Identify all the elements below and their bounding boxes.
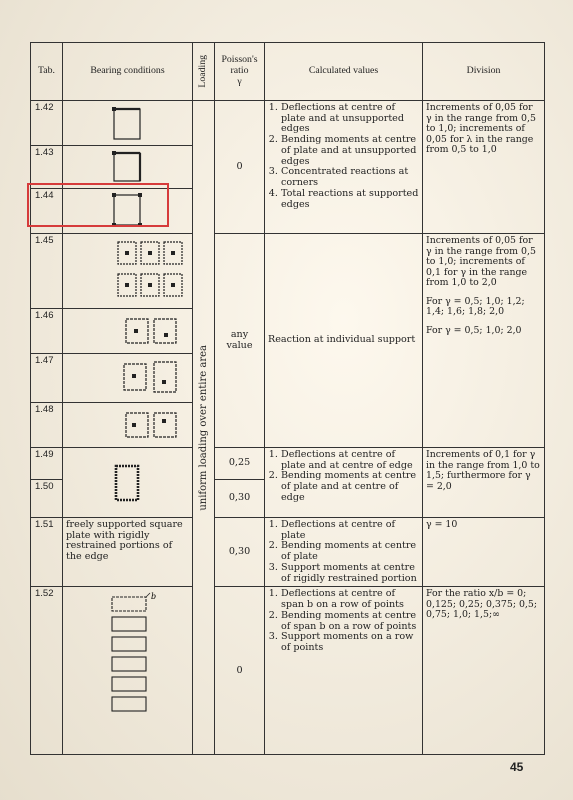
calc-group3: 1. Deflections at centre of plate and at centre of edge 2. Bending moments at centre of plate and at centre of edge bbox=[265, 448, 423, 518]
header-bearing: Bearing conditions bbox=[63, 43, 193, 101]
figure-1-42 bbox=[63, 101, 193, 146]
row-number: 1.49 bbox=[31, 448, 63, 480]
highlight-box-1-44 bbox=[27, 183, 169, 227]
row-number: 1.51 bbox=[31, 518, 63, 587]
row-number: 1.42 bbox=[31, 101, 63, 146]
header-loading: Loading bbox=[193, 43, 215, 101]
figure-1-49 bbox=[63, 448, 193, 518]
poisson-group2: any value bbox=[215, 234, 265, 448]
header-division: Division bbox=[423, 43, 545, 101]
table-row bbox=[31, 101, 545, 146]
row-number: 1.52 bbox=[31, 587, 63, 755]
plate-table bbox=[30, 42, 545, 755]
division-group1: Increments of 0,05 for γ in the range from 0,5 to 1,0; increments of 0,05 for λ in the range from 0,5 to 1,0 bbox=[423, 101, 545, 234]
header-poisson: Poisson's ratio γ bbox=[215, 43, 265, 101]
calc-group4: 1. Deflections at centre of plate 2. Bending moments at centre of plate 3. Support moments at centre of rigidly restrained portion bbox=[265, 518, 423, 587]
row-number: 1.45 bbox=[31, 234, 63, 309]
page-number: 45 bbox=[510, 760, 524, 774]
calc-group5: 1. Deflections at centre of span b on a row of points 2. Bending moments at centre of span b on a row of points 3. Support moments on a row of points bbox=[265, 587, 423, 755]
poisson-151: 0,30 bbox=[215, 518, 265, 587]
table-row bbox=[31, 448, 545, 480]
row-number: 1.47 bbox=[31, 354, 63, 403]
table-row bbox=[31, 587, 545, 755]
row-number: 1.46 bbox=[31, 309, 63, 354]
header-tab: Tab. bbox=[31, 43, 63, 101]
poisson-152: 0 bbox=[215, 587, 265, 755]
figure-1-52 bbox=[63, 587, 193, 755]
table-row bbox=[31, 234, 545, 309]
figure-1-45 bbox=[63, 234, 193, 309]
loading-cell bbox=[193, 101, 215, 755]
division-group4: γ = 10 bbox=[423, 518, 545, 587]
figure-1-46 bbox=[63, 309, 193, 354]
row-number: 1.44 bbox=[31, 189, 63, 234]
header-calculated: Calculated values bbox=[265, 43, 423, 101]
bearing-1-51: freely supported square plate with rigidly restrained portions of the edge bbox=[63, 518, 193, 587]
figure-1-48 bbox=[63, 403, 193, 448]
svg-text:b: b bbox=[151, 592, 157, 602]
row-number: 1.43 bbox=[31, 146, 63, 189]
division-group2: Increments of 0,05 for γ in the range from 0,5 to 1,0; increments of 0,1 for γ in the range from 1,0 to 2,0 For γ = 0,5; 1,0; 1,2; 1,4; 1,6; 1,8; 2,0 For γ = 0,5; 1,0; 2,0 bbox=[423, 234, 545, 448]
calc-group2: Reaction at individual support bbox=[265, 234, 423, 448]
loading-label: uniform loading over entire area bbox=[197, 344, 209, 511]
poisson-150: 0,30 bbox=[215, 480, 265, 518]
division-group5: For the ratio x/b = 0; 0,125; 0,25; 0,375; 0,5; 0,75; 1,0; 1,5;∞ bbox=[423, 587, 545, 755]
poisson-group1: 0 bbox=[215, 101, 265, 234]
division-group3: Increments of 0,1 for γ in the range from 1,0 to 1,5; furthermore for γ = 2,0 bbox=[423, 448, 545, 518]
row-number: 1.50 bbox=[31, 480, 63, 518]
poisson-149: 0,25 bbox=[215, 448, 265, 480]
figure-1-47 bbox=[63, 354, 193, 403]
row-number: 1.48 bbox=[31, 403, 63, 448]
table-row bbox=[31, 518, 545, 587]
header-row bbox=[31, 43, 545, 101]
calc-group1: 1. Deflections at centre of plate and at unsupported edges 2. Bending moments at centre of plate and at unsupported edges 3. Concentrated reactions at corners 4. Total reactions at supported edges bbox=[265, 101, 423, 234]
